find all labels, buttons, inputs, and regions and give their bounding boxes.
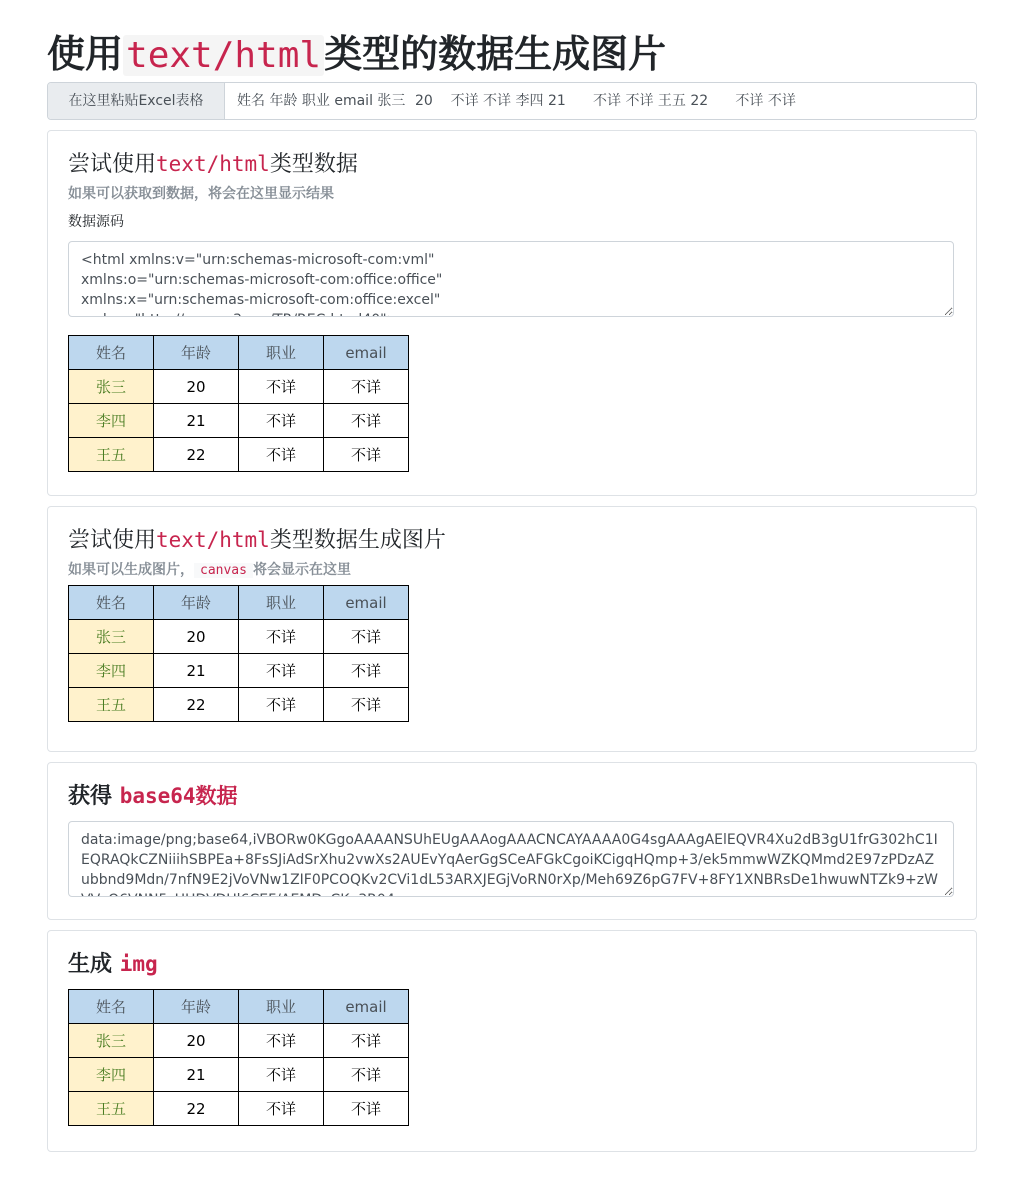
- html-data-title-prefix: 尝试使用: [68, 152, 157, 177]
- base64-title: [68, 781, 238, 812]
- canvas-subtitle-suffix: 将会显示在这里: [252, 562, 351, 578]
- table-header-cell: 职业: [239, 336, 324, 370]
- table-name-cell: 王五: [69, 1092, 154, 1126]
- html-data-subtitle: 如果可以获取到数据，将会在这里显示结果: [68, 186, 334, 202]
- img-title-prefix: 生成: [68, 952, 113, 977]
- table-row: [69, 1092, 409, 1126]
- data-table: [68, 335, 409, 472]
- base64-title-code: base64数据: [119, 784, 238, 808]
- page-title-suffix: 类型的数据生成图片: [324, 32, 667, 76]
- table-row: [69, 1058, 409, 1092]
- img-title: [68, 949, 158, 980]
- table-cell: 22: [154, 1092, 239, 1126]
- table-header-cell: 年龄: [154, 336, 239, 370]
- table-cell: 不详: [324, 438, 409, 472]
- html-data-card: [47, 130, 977, 496]
- table-cell: 不详: [324, 1058, 409, 1092]
- table-row: [69, 404, 409, 438]
- table-header-cell: 职业: [239, 990, 324, 1024]
- canvas-title-suffix: 类型数据生成图片: [269, 528, 446, 553]
- table-header-cell: 姓名: [69, 336, 154, 370]
- table-cell: 不详: [239, 438, 324, 472]
- table-cell: 不详: [324, 654, 409, 688]
- img-title-code: img: [119, 952, 158, 976]
- html-data-title-code: text/html: [156, 152, 270, 176]
- table-cell: 不详: [239, 688, 324, 722]
- canvas-title-code: text/html: [156, 528, 270, 552]
- base64-title-prefix: 获得: [68, 784, 113, 809]
- table-header-cell: email: [324, 336, 409, 370]
- table-cell: 不详: [239, 1024, 324, 1058]
- table-row: [69, 370, 409, 404]
- table-name-cell: 张三: [69, 370, 154, 404]
- source-code-label: 数据源码: [68, 214, 124, 230]
- paste-input[interactable]: 姓名 年龄 职业 email 张三 20 不详 不详 李四 21 不详 不详 王五 22 不详 不详: [225, 83, 976, 119]
- table-name-cell: 王五: [69, 438, 154, 472]
- page-title-code: text/html: [123, 35, 324, 76]
- table-row: [69, 620, 409, 654]
- table-cell: 不详: [324, 688, 409, 722]
- table-cell: 不详: [239, 370, 324, 404]
- table-cell: 不详: [239, 1092, 324, 1126]
- table-cell: 20: [154, 1024, 239, 1058]
- img-table: [68, 989, 409, 1126]
- table-name-cell: 张三: [69, 1024, 154, 1058]
- source-code-textarea[interactable]: [68, 241, 954, 317]
- table-cell: 不详: [239, 404, 324, 438]
- table-cell: 不详: [324, 620, 409, 654]
- table-row: [69, 654, 409, 688]
- table-cell: 不详: [324, 404, 409, 438]
- table-header-cell: email: [324, 586, 409, 620]
- table-header-cell: 姓名: [69, 586, 154, 620]
- table-cell: 20: [154, 620, 239, 654]
- canvas-table: [68, 585, 409, 722]
- canvas-title: [68, 525, 446, 556]
- canvas-title-prefix: 尝试使用: [68, 528, 157, 553]
- canvas-subtitle: [68, 559, 351, 579]
- table-cell: 不详: [239, 1058, 324, 1092]
- base64-card: [47, 762, 977, 920]
- table-header-row: [69, 336, 409, 370]
- page: [47, 0, 977, 1118]
- table-row: [69, 1024, 409, 1058]
- table-header-cell: email: [324, 990, 409, 1024]
- table-name-cell: 李四: [69, 1058, 154, 1092]
- table-header-cell: 姓名: [69, 990, 154, 1024]
- table-row: [69, 438, 409, 472]
- img-card: [47, 930, 977, 1152]
- table-name-cell: 李四: [69, 404, 154, 438]
- html-data-title-suffix: 类型数据: [269, 152, 358, 177]
- table-cell: 21: [154, 654, 239, 688]
- canvas-subtitle-prefix: 如果可以生成图片，: [68, 562, 194, 578]
- table-name-cell: 李四: [69, 654, 154, 688]
- table-header-cell: 年龄: [154, 586, 239, 620]
- table-name-cell: 张三: [69, 620, 154, 654]
- table-header-cell: 年龄: [154, 990, 239, 1024]
- table-cell: 不详: [239, 654, 324, 688]
- table-cell: 不详: [324, 1092, 409, 1126]
- table-row: [69, 688, 409, 722]
- canvas-subtitle-code: canvas: [194, 563, 253, 578]
- table-header-cell: 职业: [239, 586, 324, 620]
- table-cell: 不详: [239, 620, 324, 654]
- base64-textarea[interactable]: [68, 821, 954, 897]
- page-title-prefix: 使用: [47, 32, 124, 76]
- table-cell: 21: [154, 1058, 239, 1092]
- canvas-card: [47, 506, 977, 752]
- table-header-row: [69, 586, 409, 620]
- table-cell: 21: [154, 404, 239, 438]
- table-cell: 不详: [324, 1024, 409, 1058]
- table-cell: 不详: [324, 370, 409, 404]
- table-cell: 22: [154, 438, 239, 472]
- paste-input-group: [47, 82, 977, 120]
- table-name-cell: 王五: [69, 688, 154, 722]
- table-cell: 22: [154, 688, 239, 722]
- paste-label: 在这里粘贴Excel表格: [48, 83, 225, 119]
- table-cell: 20: [154, 370, 239, 404]
- table-header-row: [69, 990, 409, 1024]
- html-data-title: [68, 149, 358, 180]
- page-title: [47, 0, 977, 78]
